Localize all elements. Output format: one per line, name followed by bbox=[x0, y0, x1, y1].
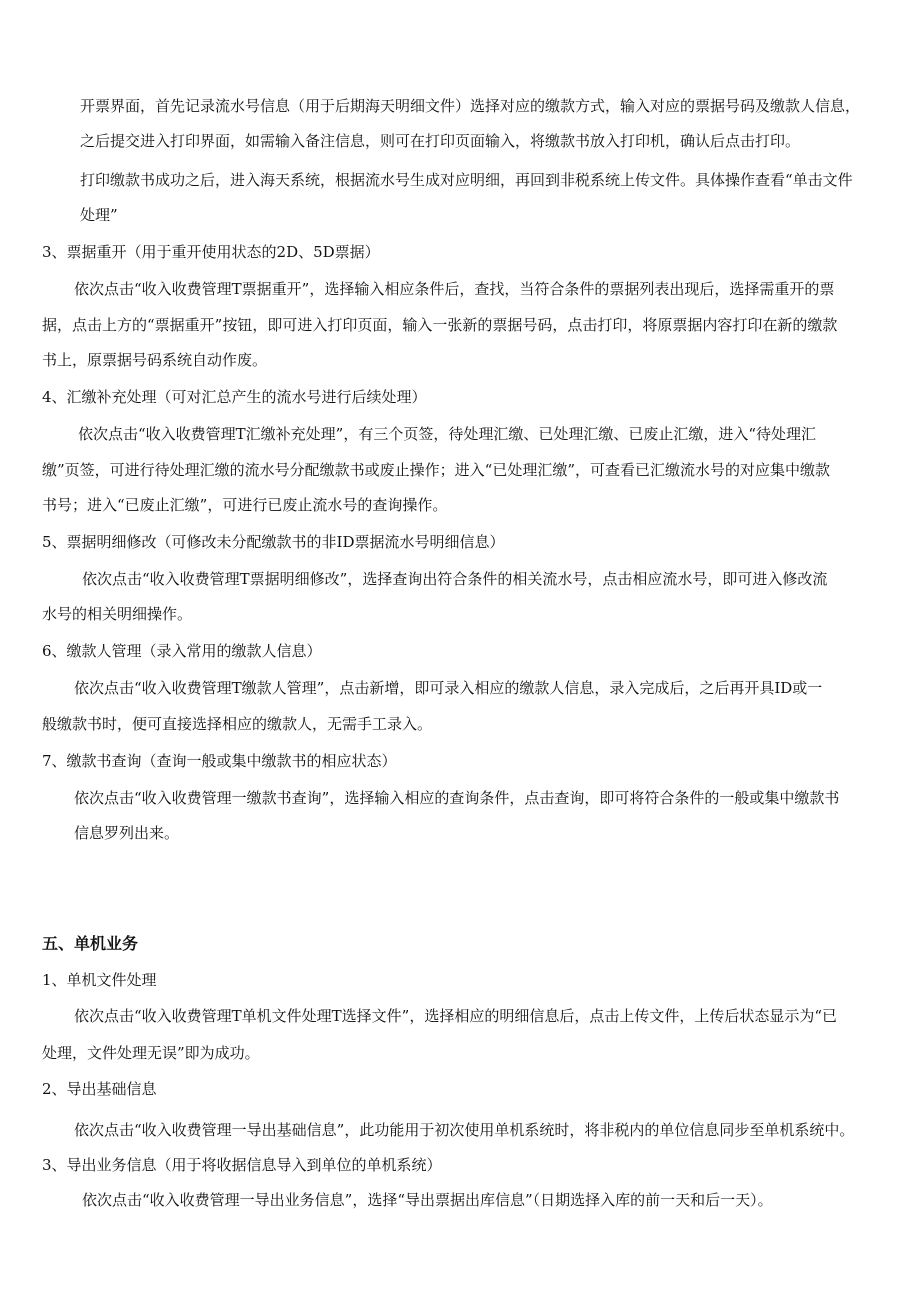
section-5-item-2-heading: 2、导出基础信息 bbox=[42, 1080, 157, 1098]
item-5-line-1: 依次点击“收入收费管理T票据明细修改”，选择查询出符合条件的相关流水号，点击相应流水号，即可进入修改流 bbox=[82, 570, 828, 588]
item-4-heading: 4、汇缴补充处理（可对汇总产生的流水号进行后续处理） bbox=[42, 388, 427, 406]
item-4-line-1: 依次点击“收入收费管理T汇缴补充处理”，有三个页签，待处理汇缴、已处理汇缴、已废止汇缴，进入“待处理汇 bbox=[78, 425, 817, 443]
section-5-item-1-line-1: 依次点击“收入收费管理T单机文件处理T选择文件”，选择相应的明细信息后，点击上传文件，上传后状态显示为“已 bbox=[74, 1007, 838, 1025]
item-6-heading: 6、缴款人管理（录入常用的缴款人信息） bbox=[42, 642, 322, 660]
section-5-item-2-line-1: 依次点击“收入收费管理一导出基础信息”，此功能用于初次使用单机系统时，将非税内的单位信息同步至单机系统中。 bbox=[74, 1121, 855, 1139]
item-5-heading: 5、票据明细修改（可修改未分配缴款书的非ID票据流水号明细信息） bbox=[42, 533, 505, 551]
item-5-line-2: 水号的相关明细操作。 bbox=[42, 605, 193, 623]
section-5-item-3-line-1: 依次点击“收入收费管理一导出业务信息”，选择“导出票据出库信息”（日期选择入库的前一天和后一天）。 bbox=[82, 1191, 773, 1209]
item-6-line-1: 依次点击“收入收费管理T缴款人管理”，点击新增，即可录入相应的缴款人信息，录入完成后，之后再开具ID或一 bbox=[74, 679, 823, 697]
intro-paragraph-1-line-1: 开票界面，首先记录流水号信息（用于后期海天明细文件）选择对应的缴款方式，输入对应的票据号码及缴款人信息， bbox=[80, 97, 861, 115]
item-3-line-1: 依次点击“收入收费管理T票据重开”，选择输入相应条件后，查找，当符合条件的票据列表出现后，选择需重开的票 bbox=[74, 280, 835, 298]
intro-paragraph-1-line-2: 之后提交进入打印界面，如需输入备注信息，则可在打印页面输入，将缴款书放入打印机，确认后点击打印。 bbox=[80, 132, 801, 150]
item-6-line-2: 般缴款书时，便可直接选择相应的缴款人，无需手工录入。 bbox=[42, 715, 433, 733]
section-5-title: 五、单机业务 bbox=[42, 934, 139, 953]
item-7-heading: 7、缴款书查询（查询一般或集中缴款书的相应状态） bbox=[42, 752, 397, 770]
section-5-item-1-heading: 1、单机文件处理 bbox=[42, 971, 157, 989]
intro-paragraph-2-line-1: 打印缴款书成功之后，进入海天系统，根据流水号生成对应明细，再回到非税系统上传文件。具体操作查看“单击文件 bbox=[80, 171, 853, 189]
item-7-line-2: 信息罗列出来。 bbox=[74, 824, 180, 842]
item-4-line-2: 缴”页签，可进行待处理汇缴的流水号分配缴款书或废止操作；进入“已处理汇缴”，可查看已汇缴流水号的对应集中缴款 bbox=[42, 461, 831, 479]
item-3-line-2: 据，点击上方的“票据重开”按钮，即可进入打印页面，输入一张新的票据号码，点击打印，将原票据内容打印在新的缴款 bbox=[42, 316, 838, 334]
intro-paragraph-2-line-2: 处理” bbox=[80, 206, 118, 224]
item-4-line-3: 书号；进入“已废止汇缴”，可进行已废止流水号的查询操作。 bbox=[42, 496, 448, 514]
item-3-line-3: 书上，原票据号码系统自动作废。 bbox=[42, 351, 268, 369]
item-7-line-1: 依次点击“收入收费管理一缴款书查询”，选择输入相应的查询条件，点击查询，即可将符合条件的一般或集中缴款书 bbox=[74, 789, 840, 807]
section-5-item-3-heading: 3、导出业务信息（用于将收据信息导入到单位的单机系统） bbox=[42, 1156, 442, 1174]
section-5-item-1-line-2: 处理，文件处理无误”即为成功。 bbox=[42, 1044, 260, 1062]
item-3-heading: 3、票据重开（用于重开使用状态的2D、5D票据） bbox=[42, 243, 380, 261]
